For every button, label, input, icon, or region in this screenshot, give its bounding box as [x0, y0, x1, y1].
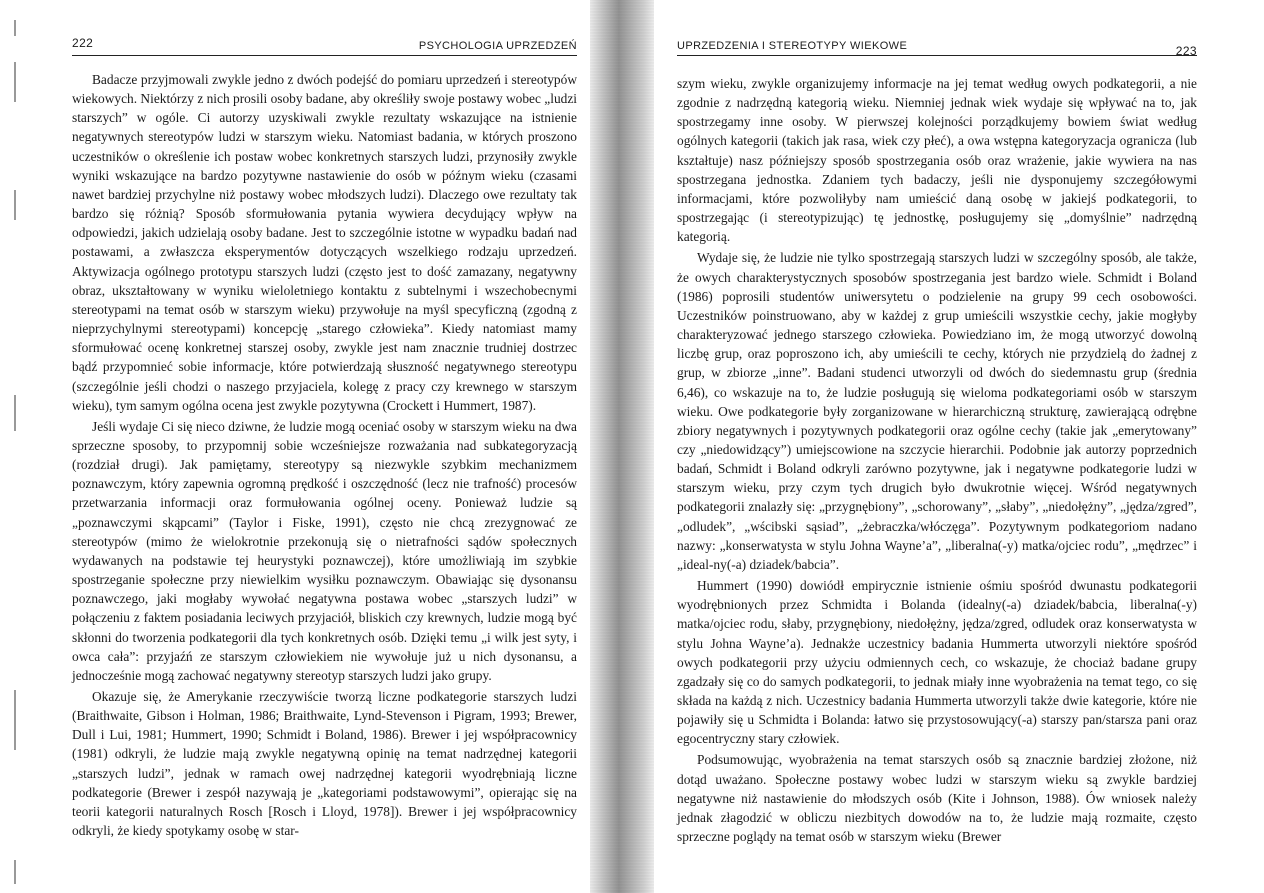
- left-header-rule: [72, 55, 577, 56]
- left-running-head-title: PSYCHOLOGIA UPRZEDZEŃ: [418, 40, 577, 52]
- right-page: [655, 0, 1264, 893]
- paragraph: szym wieku, zwykle organizujemy informacje na jej temat według owych podkategorii, a nie zgodnie z nadrzędną kategorią wieku. Niemniej jednak wiek wydaje się wpływać na to, jak spostrzegamy inne osoby. W pierwszej kolejności porządkujemy bowiem świat według ogólnych kategorii (takich jak rasa, wiek czy płeć), a owa wstępna kategoryzacja ogranicza (lub kształtuje) nasz późniejszy sposób spostrzegania osób oraz wrażenie, jakie wywiera na nas spostrzegana jednostka. Zdaniem tych badaczy, jeśli nie dysponujemy szczegółowymi informacjami, które pozwoliłyby nam umieścić daną osobę w jakiejś podkategorii, to spostrzegając (i stereotypizując) tę jednostkę, posługujemy się „domyślnie” nadrzędną kategorią.: [677, 76, 1197, 245]
- right-header-rule: [677, 55, 1197, 56]
- left-page: [0, 0, 600, 893]
- paragraph: Wydaje się, że ludzie nie tylko spostrzegają starszych ludzi w szczególny sposób, ale także, że owych charakterystycznych sposobów spostrzegania jest bardzo wiele. Schmidt i Boland (1986) poprosili studentów uniwersytetu o podzielenie na grupy 99 cech osobowości. Uczestników poinstruowano, aby w każdej z grup umieścili wszystkie cechy, jakie mogłyby charakteryzować jednego starszego człowieka. Powiedziano im, że mogą utworzyć dowolną liczbę grup, oraz poproszono ich, aby umieścili te cechy, których nie przydzielą do żadnej z grup, w zbiorze „inne”. Badani studenci utworzyli od dwóch do siedemnastu grup (średnia 6,46), co wskazuje na to, że ludzie posługują się wieloma podkategoriami osób w starszym wieku. Owe podkategorie były zorganizowane w hierarchiczną strukturę, zawierającą odrębne zbiory negatywnych i pozytywnych podkategorii oraz ogólne cechy (takie jak „emerytowany” czy „niedowidzący”) umiejscowione na szczycie hierarchii. Podobnie jak autorzy poprzednich badań, Schmidt i Boland odkryli zarówno pozytywne, jak i negatywne podkategorie ludzi w starszym wieku, przy czym tych drugich było dwukrotnie więcej. Wśród negatywnych podkategorii znalazły się: „przygnębiony”, „schorowany”, „słaby”, „niedołężny”, „jędza/zgred”, „odludek”, „wścibski sąsiad”, „żebraczka/włóczęga”. Pozytywnym podkategoriom nadano nazwy: „konserwatysta w stylu Johna Wayne’a”, „liberalna(-y) matka/ojciec rodu”, „mędrzec” i „ideal-ny(-a) dziadek/babcia”.: [677, 250, 1197, 572]
- right-page-number: 223: [1175, 44, 1197, 58]
- left-body-text: [72, 70, 577, 842]
- paragraph: Badacze przyjmowali zwykle jedno z dwóch podejść do pomiaru uprzedzeń i stereotypów wiekowych. Niektórzy z nich prosili osoby badane, aby określiły swoje postawy wobec „ludzi starszych” w ogóle. Ci autorzy uzyskiwali zwykle rezultaty wskazujące na istnienie negatywnych stereotypów ludzi w starszym wieku. Natomiast badania, w których proszono uczestników o określenie ich postaw wobec konkretnych starszych ludzi, przynosiły zwykle wyniki wskazujące na bardzo pozytywne nastawienie do osób w późnym wieku (czasami nawet bardziej przychylne niż postawy wobec młodszych ludzi). Dlaczego owe rezultaty tak bardzo się różnią? Sposób sformułowania pytania wywiera decydujący wpływ na odpowiedzi, jakich udzielają osoby badane. Jest to szczególnie istotne w wypadku badań nad postawami, a zwłaszcza eksperymentów dotyczących wszelkiego rodzaju uprzedzeń. Aktywizacja ogólnego prototypu starszych ludzi (często jest to dość zamazany, negatywny obraz, ukształtowany w wyniku wieloletniego kontaktu z subtelnymi i wszechobecnymi stereotypami na temat osób w starszym wieku) przywołuje na myśl specyficzną (zgodną z nieprzychylnymi stereotypami) koncepcję „starego człowieka”. Kiedy natomiast mamy sformułować ocenę konkretnej starszej osoby, zwykle jest nam znacznie trudniej dostrzec bądź przypomnieć sobie informacje, które potwierdzają słuszność negatywnego stereotypu (szczególnie jeśli chodzi o naszego przyjaciela, kolegę z pracy czy krewnego w starszym wieku), tym samym ogólna ocena jest zwykle pozytywna (Crockett i Hummert, 1987).: [72, 72, 577, 413]
- right-body-text: [677, 74, 1197, 848]
- paragraph: Podsumowując, wyobrażenia na temat starszych osób są znacznie bardziej złożone, niż dotąd uważano. Społeczne postawy wobec ludzi w starszym wieku są zwykle bardziej negatywne niż nastawienie do młodszych osób (Kite i Johnson, 1988). Ów wniosek należy jednak złagodzić w obliczu niezbitych dowodów na to, że ludzie mają rozmaite, często sprzeczne poglądy na temat osób w starszym wieku (Brewer: [677, 752, 1197, 845]
- paragraph: Okazuje się, że Amerykanie rzeczywiście tworzą liczne podkategorie starszych ludzi (Braithwaite, Gibson i Holman, 1986; Braithwaite, Lynd-Stevenson i Pigram, 1993; Brewer, Dull i Lui, 1981; Hummert, 1990; Schmidt i Boland, 1986). Brewer i jej współpracownicy (1981) odkryli, że ludzie mają zwykle negatywną opinię na temat nadrzędnej kategorii „starszych ludzi”, jednak w ramach owej nadrzędnej kategorii wyodrębniają liczne podkategorie (Brewer i zespół nazywają je „kategoriami podstawowymi”, opierając się na teorii kategorii naturalnych Rosch [Rosch i Lloyd, 1978]). Brewer i jej współpracownicy odkryli, że kiedy spotykamy osobę w star-: [72, 689, 577, 839]
- book-gutter: [590, 0, 654, 893]
- right-running-head-title: UPRZEDZENIA I STEREOTYPY WIEKOWE: [677, 40, 908, 52]
- right-running-head: [677, 36, 1197, 56]
- paragraph: Hummert (1990) dowiódł empirycznie istnienie ośmiu spośród dwunastu podkategorii wyodrębnionych przez Schmidta i Bolanda (idealny(-a) dziadek/babcia, liberalna(-y) matka/ojciec rodu, słaby, przygnębiony, niedołężny, jędza/zgred, odludek oraz konserwatysta w stylu Johna Wayne’a). Jednakże uczestnicy badania Hummerta utworzyli niektóre spośród owych podkategorii przy użyciu odmiennych cech, co wskazuje, że chociaż badane grupy zgadzały się co do samych podkategorii, to jednak miały inne wyobrażenia na temat tego, co się składa na każdą z nich. Uczestnicy badania Hummerta utworzyli także dwie kategorie, które nie pojawiły się u Schmidta i Bolanda: łatwo się przystosowujący(-a) starszy pan/starsza pani oraz egocentryczny stary człowiek.: [677, 578, 1197, 747]
- left-page-number: 222: [72, 36, 94, 50]
- paragraph: Jeśli wydaje Ci się nieco dziwne, że ludzie mogą oceniać osoby w starszym wieku na dwa sprzeczne sposoby, to przypomnij sobie wcześniejsze rozważania nad subkategoryzacją (rozdział drugi). Jak pamiętamy, stereotypy są niezwykle szybkim mechanizmem poznawczym, który zapewnia ogromną prędkość i oszczędność (lecz nie trafność) procesów przetwarzania informacji oraz formułowania ogólnej oceny. Ponieważ ludzie są „poznawczymi skąpcami” (Taylor i Fiske, 1991), często nie chcą zrezygnować ze stereotypów (mimo że wielokrotnie przekonują się o nietrafności sądów społecznych wydawanych na podstawie tej heurystyki poznawczej), które umożliwiają im szybkie spostrzeganie społeczne przy niewielkim wysiłku poznawczym. Obawiając się dysonansu poznawczego, jaki mogłaby wywołać negatywna postawa wobec „starszych ludzi” w połączeniu z faktem posiadania leciwych przyjaciół, bliskich czy krewnych, ludzie mogą być skłonni do tworzenia podkategorii dla tych konkretnych osób. Dzięki temu „i wilk jest syty, i owca cała”: przyjaźń ze starszym człowiekiem nie wywołuje już u nich dysonansu, a jednocześnie mogą zachować negatywny stereotyp starszych ludzi jako grupy.: [72, 418, 577, 683]
- left-running-head: [72, 36, 577, 56]
